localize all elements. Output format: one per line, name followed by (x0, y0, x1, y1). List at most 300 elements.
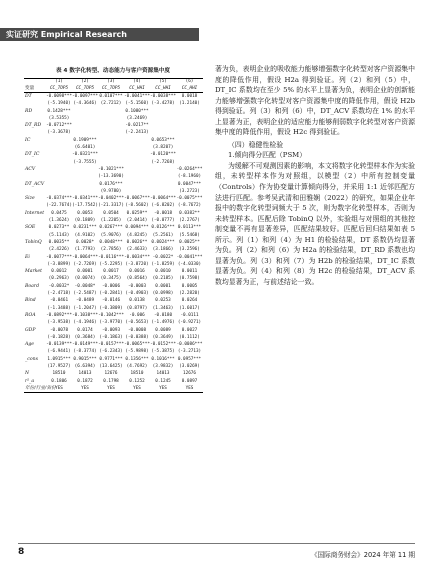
table-cell: -0.0064*** (72, 254, 98, 260)
table-cell (46, 144, 72, 151)
table-cell: -0.0067*** (124, 196, 150, 202)
table-cell: (-3.2713) (177, 349, 202, 355)
table-cell: (6.6401) (74, 145, 96, 151)
table-cell: 0.0010 (155, 269, 171, 275)
table-cell: 0.0253 (155, 298, 171, 304)
variable-label: DT_IC (25, 152, 40, 158)
table-cell (72, 188, 98, 195)
table-cell: (0.3475) (100, 276, 122, 282)
table-cell: -0.0003 (127, 283, 147, 289)
table-cell: 0.0264 (181, 298, 198, 304)
table-cell: (-5.9898) (125, 349, 149, 355)
table-cell: -0.0712*** (46, 123, 72, 129)
table-row (24, 312, 203, 319)
table-cell: -0.0402*** (98, 196, 124, 202)
table-cell: (-17.7542) (72, 203, 98, 209)
table-cell (124, 144, 150, 151)
table-cell: (-3.9770) (99, 320, 123, 326)
variable-label (24, 275, 46, 282)
table-cell: 0.0035** (48, 239, 70, 245)
table-cell: (-0.5653) (125, 320, 149, 326)
table-cell: -0.0374*** (46, 196, 72, 202)
table-cell (176, 159, 203, 166)
table-row (24, 378, 203, 385)
table-cell: 0.0028* (75, 239, 95, 245)
table-cell: (-0.3809) (99, 305, 123, 311)
table-cell (46, 159, 72, 166)
table-cell: YES (176, 385, 203, 393)
column-number: (5) (150, 79, 176, 86)
table-cell: 0.0231*** (73, 225, 97, 231)
table-cell (124, 173, 150, 180)
regression-table (24, 78, 203, 393)
table-cell: 0.1356*** (125, 356, 149, 362)
table-cell: 0.0174 (77, 327, 93, 333)
table-cell: 0.0047*** (177, 181, 202, 187)
table-title: 表 4 数字化转型、动态能力与客户资源集中度 (55, 68, 171, 74)
table-cell: -0.0217** (125, 123, 149, 129)
table-cell (98, 115, 124, 122)
table-cell: (-8.5602) (125, 203, 149, 209)
table-cell: (-2.5487) (73, 291, 97, 297)
table-cell: -0.0111 (180, 312, 199, 318)
table-cell: 14013 (78, 371, 92, 377)
table-cell: 0.0048*** (99, 239, 123, 245)
table-cell: 0.0018 (181, 94, 198, 99)
table-cell: (-5.1940) (47, 101, 71, 107)
table-cell: (-0.4903) (125, 291, 149, 297)
table-row (24, 334, 203, 341)
table-cell: 0.0094*** (125, 225, 149, 231)
variable-label: IC (25, 137, 31, 143)
variable-label (24, 363, 46, 370)
table-row (24, 232, 203, 239)
table-row (24, 151, 203, 158)
table-cell: -0.0048* (74, 283, 96, 289)
table-cell: (2.2820) (179, 291, 200, 297)
table-cell: -0.0146 (101, 298, 121, 304)
table-cell: (-22.7674) (46, 203, 72, 209)
table-row (24, 100, 203, 107)
variable-label (24, 159, 46, 166)
table-row (24, 283, 203, 290)
table-cell: 0.0267*** (99, 225, 123, 231)
variable-label (24, 173, 46, 180)
table-cell: -0.0120*** (150, 152, 176, 158)
table-cell: (5.1143) (48, 232, 70, 238)
table-cell (46, 173, 72, 180)
table-cell (72, 129, 98, 136)
table-cell: (4.7692) (126, 363, 148, 369)
table-cell (176, 115, 203, 122)
table-row (24, 166, 203, 173)
table-cell: (13.6425) (99, 363, 123, 369)
table-cell: 18510 (130, 371, 144, 377)
table-cell: (-2.4718) (47, 291, 71, 297)
table-row (24, 305, 203, 312)
table-cell: 0.1806 (51, 378, 67, 384)
table-cell: (-6.9441) (47, 349, 71, 355)
table-cell: 12676 (104, 371, 118, 377)
table-row (24, 363, 203, 370)
table-cell (176, 108, 203, 115)
table-cell: 0.1016*** (151, 356, 175, 362)
column-number-row (24, 79, 203, 86)
table-cell: (3.2469) (126, 115, 148, 121)
table-cell: 12676 (183, 371, 196, 377)
table-cell: (0.1809) (74, 218, 96, 224)
table-cell: (0.0998) (152, 291, 174, 297)
table-cell: (-0.1863) (99, 334, 123, 340)
table-cell: (-1.8259) (151, 261, 175, 267)
table-cell: YES (72, 385, 98, 393)
table-cell: (1.2205) (100, 218, 122, 224)
table-row (24, 188, 203, 195)
variable-label: _cons (25, 356, 38, 362)
table-cell: -0.006 (129, 312, 145, 318)
table-cell (98, 108, 124, 115)
table-cell: -0.0139*** (46, 342, 72, 348)
table-cell: (-0.1828) (47, 334, 71, 340)
table-cell: -0.0152*** (150, 342, 176, 348)
table-cell (124, 166, 150, 173)
section-heading: （四）稳健性检验 (228, 140, 284, 149)
table-cell: (0.7598) (179, 276, 200, 282)
column-number: (1) (46, 79, 72, 86)
table-cell: 0.0176*** (99, 181, 123, 187)
body-text-column (215, 64, 415, 287)
column-number: (6) (176, 79, 203, 86)
table-row (24, 348, 203, 355)
table-cell: (3.2723) (179, 188, 200, 194)
table-cell (46, 151, 72, 158)
table-row (24, 144, 203, 151)
variable-label: Internet (25, 210, 45, 216)
variable-label: 年份/行业/省份 (25, 385, 56, 391)
table-cell (98, 129, 124, 136)
table-cell: -0.0097*** (72, 94, 98, 99)
table-cell: (2.4226) (48, 247, 70, 253)
table-cell: (0.0074) (74, 276, 96, 282)
table-cell: (2.7212) (100, 101, 122, 107)
table-cell: (3.0269) (179, 363, 200, 369)
table-row (24, 246, 203, 253)
table-cell (46, 166, 72, 173)
table-row (24, 319, 203, 326)
table-cell: 0.0016 (129, 269, 145, 275)
table-row (24, 297, 203, 304)
table-cell: 14013 (156, 371, 170, 377)
table-cell: (-3.8899) (47, 261, 71, 267)
table-cell (98, 137, 124, 144)
column-number: (3) (98, 79, 124, 86)
table-cell: -0.0149*** (72, 342, 98, 348)
table-cell: 0.0504 (103, 210, 119, 216)
table-row (24, 202, 203, 209)
table-cell: (0.3684) (74, 334, 96, 340)
table-cell: (-3.8720) (125, 261, 149, 267)
table-cell: (4.9102) (74, 232, 96, 238)
table-cell: -0.0116*** (98, 254, 124, 260)
table-cell: (0.8797) (126, 305, 148, 311)
column-header: CC_HHI (150, 86, 176, 93)
table-cell (124, 159, 150, 166)
table-cell: 0.0026** (126, 239, 148, 245)
table-cell: -0.0086*** (176, 342, 203, 348)
variable-label (24, 305, 46, 312)
table-cell (98, 159, 124, 166)
table-cell: -0.0064*** (150, 196, 176, 202)
table-cell: 0.0001 (155, 283, 171, 289)
table-cell: (3.8207) (152, 145, 174, 151)
table-cell: -0.1042*** (98, 312, 124, 318)
column-header: CC_TOP5 (98, 86, 124, 93)
table-cell (176, 151, 203, 158)
table-cell: 0.0897 (181, 378, 198, 384)
table-cell: 0.0653*** (151, 137, 175, 143)
table-cell: (0.2963) (48, 276, 70, 282)
table-cell (150, 166, 176, 173)
variable-label (24, 129, 46, 136)
table-cell (46, 137, 72, 144)
table-cell: (5.5468) (179, 232, 200, 238)
variable-label: DT_RD (25, 123, 42, 129)
table-cell: 0.0011 (181, 269, 198, 275)
table-cell: -0.1038*** (72, 312, 98, 318)
body-paragraph: 为缓解不可观测因素的影响，本文将数字化转型样本作为实验组，未转型样本作为对照组，以模型（2）中所有控制变量（Controls）作为协变量计算倾向得分，并采用 1:1 近邻匹配方法进行匹配。参考吴武清和田雅娴（2022）的研究，如果企业年报中的数字化转型词频大于 5 次，则为数字化转型样本，否则为未转型样本。匹配后除 TobinQ 以外，实验组与对照组的其他控制变量不再有显著差异，匹配结果较好。匹配后回归结果如表 5 所示。列（1）和列（4）为 H1 的检验结果，DT 系数仍均显著为负。列（2）和列（6）为 H2a 的检验结果，DT_RD 系数也均显著为负。列（3）和列（7）为 H2b 的检验结果，DT_IC 系数显著为负。列（4）和列（8）为 H2c 的检验结果，DT_ACV 系数均显著为正，与前述结论一致。 (215, 161, 415, 286)
variable-label: RD (25, 108, 33, 114)
table-cell: -0.0006 (101, 283, 121, 289)
table-cell: 0.0957*** (177, 356, 202, 362)
variable-label (24, 348, 46, 355)
table-cell: 0.0025** (179, 239, 200, 245)
table-cell: -0.0341*** (72, 196, 98, 202)
table-cell: 0.0107*** (99, 94, 123, 99)
table-cell: (0.8564) (126, 276, 148, 282)
table-cell (176, 122, 203, 129)
table-cell: (0.1112) (179, 334, 200, 340)
variable-label (24, 232, 46, 239)
table-cell (176, 144, 203, 151)
table-cell: (-4.3646) (73, 101, 97, 107)
table-row (24, 275, 203, 282)
table-cell: -0.0461 (49, 298, 69, 304)
table-cell: (3.2596) (179, 247, 200, 253)
table-row (24, 93, 203, 101)
table-row (24, 173, 203, 180)
column-header: CC_TOP5 (46, 86, 72, 93)
table-cell: -0.0065*** (124, 342, 150, 348)
table-cell: 0.0027 (181, 327, 198, 333)
table-cell (72, 108, 98, 115)
table-cell: 0.0259** (126, 210, 148, 216)
table-cell (72, 122, 98, 129)
table-row (24, 224, 203, 231)
table-cell (176, 129, 203, 136)
table-cell (98, 151, 124, 158)
table-cell: (-2.7268) (151, 159, 175, 165)
table-cell: (9.9780) (100, 188, 122, 194)
table-cell: -0.0098*** (46, 94, 72, 99)
table-cell: -0.0018 (153, 210, 173, 216)
table-cell: 0.0089 (155, 327, 171, 333)
table-cell: 18510 (52, 371, 66, 377)
variable-label (24, 144, 46, 151)
table-cell: (2.4633) (126, 247, 148, 253)
table-cell: (-8.7672) (177, 203, 202, 209)
variable-label: TobinQ (25, 239, 42, 245)
subsection-heading: 1.倾向得分匹配（PSM） (228, 151, 307, 160)
table-cell: -0.0180 (153, 312, 173, 318)
table-cell: (5.2561) (152, 232, 174, 238)
table-cell: (1.6017) (179, 305, 200, 311)
variable-label: Bind (25, 298, 36, 304)
table-cell: (-5.3875) (151, 349, 175, 355)
variable-label (24, 202, 46, 209)
table-row (24, 210, 203, 217)
table-row (24, 181, 203, 188)
column-header: 变量 (24, 86, 46, 93)
table-cell: (-8.3774) (73, 349, 97, 355)
table-cell: -0.0038*** (150, 94, 176, 99)
table-cell (72, 115, 98, 122)
table-cell: (-0.0777) (151, 218, 175, 224)
footer-rule (18, 543, 415, 544)
variable-label (24, 188, 46, 195)
table-cell (150, 188, 176, 195)
table-cell (150, 129, 176, 136)
table-cell: 0.0001 (77, 269, 93, 275)
table-row (24, 217, 203, 224)
table-cell: 0.1872 (77, 378, 93, 384)
table-row (24, 137, 203, 144)
table-cell: -0.0077*** (46, 254, 72, 260)
table-cell: (-0.2841) (99, 291, 123, 297)
variable-label (24, 261, 46, 268)
variable-label: Market (25, 269, 42, 275)
column-number: (2) (72, 79, 98, 86)
table-cell (176, 137, 203, 144)
table-cell: (5.9076) (100, 232, 122, 238)
table-cell: 0.0475 (51, 210, 67, 216)
variable-label: Ei (25, 254, 30, 260)
table-cell: 0.1245 (155, 378, 171, 384)
table-cell: (-5.1560) (125, 101, 149, 107)
table-cell: 0.0053 (77, 210, 93, 216)
table-cell: -0.1021*** (98, 166, 124, 172)
table-row (24, 159, 203, 166)
section-header: 实证研究 Empirical Research (0, 28, 199, 41)
table-cell: (-2.2413) (125, 130, 149, 136)
table-cell: (-13.3690) (98, 174, 124, 180)
table-cell: (-5.2295) (99, 261, 123, 267)
variable-label (24, 319, 46, 326)
table-row (24, 195, 203, 202)
table-cell: 0.0012 (51, 269, 67, 275)
variable-label: Age (25, 342, 34, 348)
variable-label (24, 334, 46, 341)
variable-label: r²_a (25, 378, 35, 384)
table-cell (46, 181, 72, 188)
table-cell: 0.1428*** (47, 108, 71, 114)
variable-label: DT_ACV (25, 181, 45, 187)
body-paragraph: 著为负，表明企业的吸收能力能够增强数字化转型对客户资源集中度的降低作用，假设 H2a 得到验证。列（2）和列（5）中，DT_IC 系数均在至少 5% 的水平上显著为负，表明企业的创新能力能够增强数字化转型对客户资源集中度的降低作用，假设 H2b 得到验证。列（3）和列（6）中，DT_ACV 系数均在 1% 的水平上显著为正，表明企业的适应能力能够削弱数字化转型对客户资源集中度的降低作用，假设 H2c 得到验证。 (215, 65, 415, 137)
table-cell: (-0.9271) (177, 320, 202, 326)
variable-label: Board (25, 283, 40, 289)
table-cell: (-1.3488) (47, 305, 71, 311)
table-cell: (6.6394) (74, 363, 96, 369)
table-cell: -0.0078 (49, 327, 69, 333)
column-number (24, 79, 46, 86)
table-cell: (17.9527) (47, 363, 71, 369)
table-cell (46, 188, 72, 195)
table-row (24, 115, 203, 122)
variable-label (24, 115, 46, 122)
variable-label (24, 246, 46, 253)
table-cell: (3.1866) (152, 247, 174, 253)
table-row (24, 129, 203, 136)
table-cell: (1.3624) (48, 218, 70, 224)
variable-label: ACV (25, 166, 36, 172)
table-cell: 0.1252 (129, 378, 145, 384)
table-row (24, 254, 203, 261)
table-cell: (1.2140) (179, 101, 200, 107)
table-cell (72, 173, 98, 180)
variable-label: SOE (25, 225, 36, 231)
table-cell: (3.9832) (152, 363, 174, 369)
column-header: CC_TOP5 (72, 86, 98, 93)
table-cell: (-6.8202) (151, 203, 175, 209)
table-cell: -0.0008 (127, 327, 147, 333)
variable-label: ROA (25, 312, 36, 318)
table-cell: (2.2767) (179, 218, 200, 224)
table-cell: (1.7793) (74, 247, 96, 253)
table-cell: 0.1798 (103, 378, 119, 384)
table-cell: (1.3463) (152, 305, 174, 311)
table-cell: 0.0017 (103, 269, 119, 275)
table-cell: (-2.7269) (73, 261, 97, 267)
table-cell: (-21.3317) (98, 203, 124, 209)
table-cell: (0.2185) (152, 276, 174, 282)
table-cell: (-3.7555) (73, 159, 97, 165)
table-cell: 0.0126*** (151, 225, 175, 231)
table-row (24, 341, 203, 348)
table-cell: -0.0264*** (176, 166, 203, 172)
table-cell: 0.0005 (181, 283, 198, 289)
table-cell: 0.9771*** (99, 356, 123, 362)
variable-label (24, 217, 46, 224)
table-cell: 0.0138 (129, 298, 145, 304)
table-cell: -0.0041*** (124, 94, 150, 99)
table-cell: (4.8245) (126, 232, 148, 238)
table-cell: -0.0041*** (176, 254, 203, 260)
table-cell: -0.0489 (75, 298, 95, 304)
table-cell: (-1.2047) (73, 305, 97, 311)
table-cell: -0.0157*** (98, 342, 124, 348)
table-row (24, 268, 203, 275)
table-cell (98, 144, 124, 151)
table-cell: (-8.1960) (177, 174, 202, 180)
table-cell (150, 173, 176, 180)
table-cell: (-1.4976) (151, 320, 175, 326)
table-row (24, 290, 203, 297)
table-cell: (-3.4278) (151, 101, 175, 107)
column-header: CC_HHI (176, 86, 203, 93)
table-row (24, 370, 203, 377)
table-cell (150, 115, 176, 122)
table-cell: (3.5355) (48, 115, 70, 121)
table-cell: 0.1080*** (125, 108, 149, 114)
